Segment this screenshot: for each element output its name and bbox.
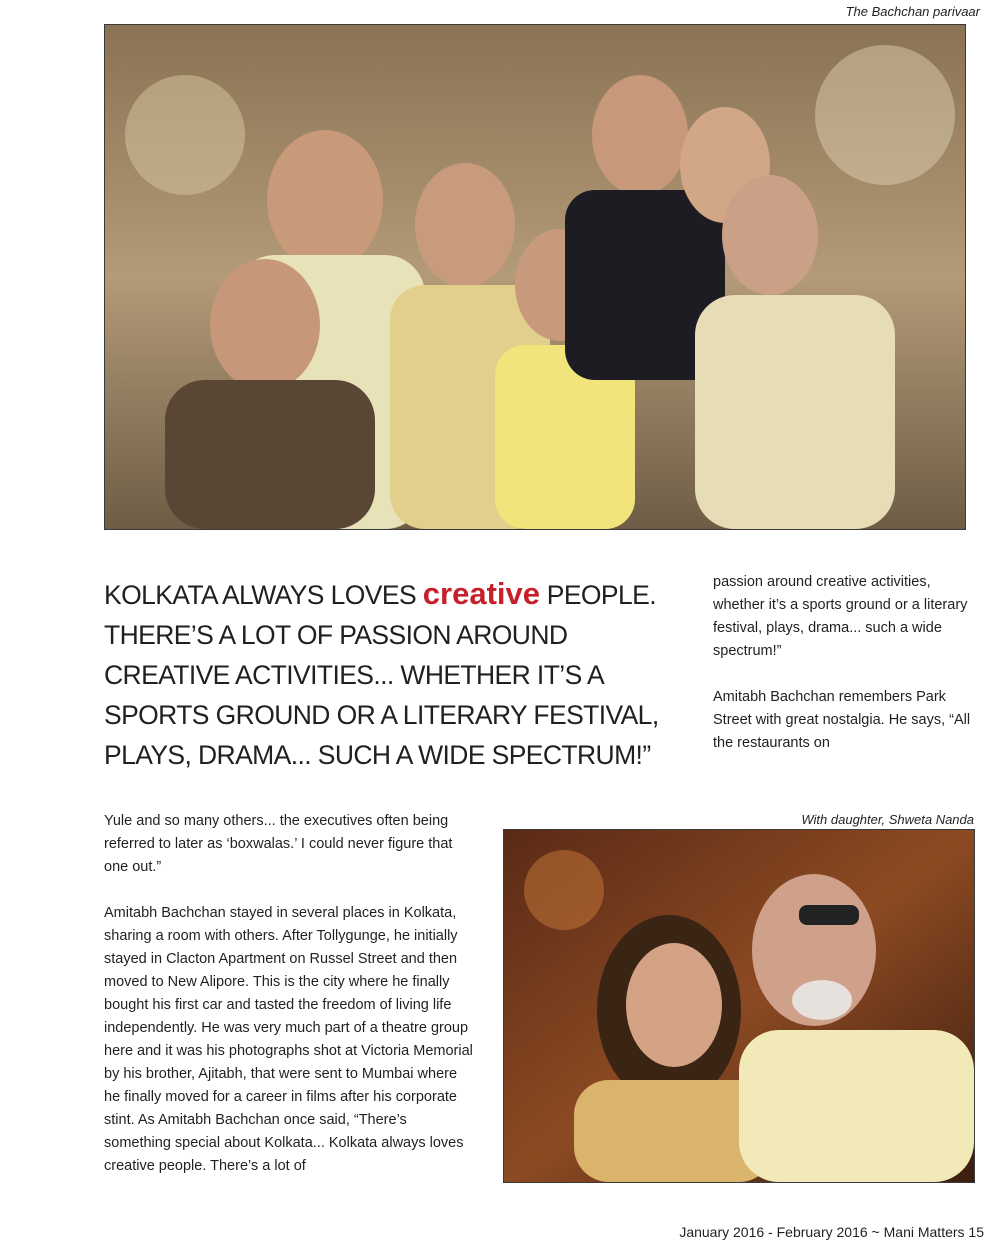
right-column-text bbox=[713, 571, 971, 778]
pull-quote-highlight: creative bbox=[422, 576, 540, 611]
bottom-photo-caption: With daughter, Shweta Nanda bbox=[801, 812, 974, 827]
pull-quote-lead: KOLKATA ALWAYS LOVES bbox=[104, 580, 423, 610]
page-footer: January 2016 - February 2016 ~ Mani Matters 15 bbox=[679, 1224, 984, 1240]
left-paragraph-2: Amitabh Bachchan stayed in several places in Kolkata, sharing a room with others. After Tollygunge, he initially stayed in Clacton Apartment on Russel Street and then moved to New Alipore. This is the city where he finally bought his first car and tasted the freedom of living life independently. He was very much part of a theatre group here and it was his photographs shot at Victoria Memorial by his brother, Ajitabh, that were sent to Mumbai where he finally moved for a career in films after his corporate stint. As Amitabh Bachchan once said, “There’s something special about Kolkata... Kolkata always loves creative people. There’s a lot of bbox=[104, 905, 473, 1174]
pull-quote bbox=[104, 574, 684, 775]
left-paragraph-1: Yule and so many others... the executives often being referred to later as ‘boxwalas.’ I could never figure that one out.” bbox=[104, 813, 453, 875]
right-paragraph-1: passion around creative activities, whether it’s a sports ground or a literary festival, plays, drama... such a wide spectrum!” bbox=[713, 574, 968, 659]
right-paragraph-2: Amitabh Bachchan remembers Park Street with great nostalgia. He says, “All the restaurants on bbox=[713, 689, 971, 751]
top-photo-caption: The Bachchan parivaar bbox=[845, 4, 980, 19]
father-daughter-photo bbox=[503, 829, 975, 1183]
left-column-text bbox=[104, 810, 476, 1201]
pull-quote-rest: PEOPLE. THERE’S A LOT OF PASSION AROUND CREATIVE ACTIVITIES... WHETHER IT’S A SPORTS GROUND OR A LITERARY FESTIVAL, PLAYS, DRAMA... SUCH A WIDE SPECTRUM!” bbox=[104, 580, 659, 770]
family-photo bbox=[104, 24, 966, 530]
